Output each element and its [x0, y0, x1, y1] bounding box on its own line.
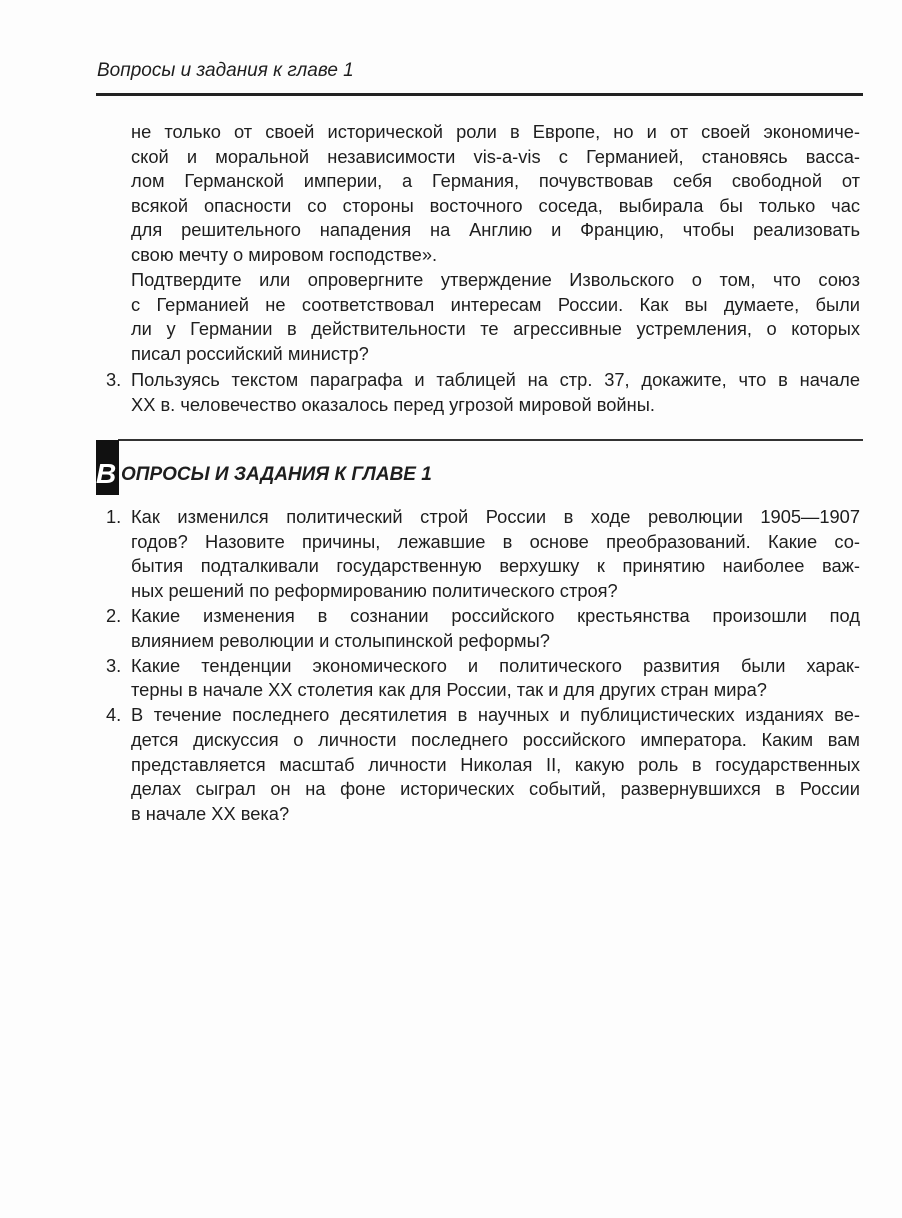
question-line: Какие тенденции экономического и политического развития были харак- — [131, 654, 860, 676]
header-rule — [96, 93, 863, 96]
question-line: бытия подталкивали государственную верхушку к принятию наиболее важ- — [131, 555, 860, 577]
list-number: 1. — [106, 506, 122, 527]
item-line: XX в. человечество оказалось перед угрозой мировой войны. — [131, 393, 655, 415]
item-line: Пользуясь текстом параграфа и таблицей на стр. 37, докажите, что в начале — [131, 369, 860, 390]
task-line: писал российский министр? — [131, 342, 369, 364]
question-line: влиянием революции и столыпинской реформы? — [131, 629, 550, 651]
question-line: представляется масштаб личности Николая II, какую роль в государственных — [131, 753, 860, 775]
question-line: в начале XX века? — [131, 802, 290, 824]
quote-line: для решительного нападения на Англию и Францию, чтобы реализовать — [131, 219, 860, 241]
question-line: В течение последнего десятилетия в научных и публицистических изданиях ве- — [131, 704, 860, 726]
list-number: 3. — [106, 369, 122, 390]
question-line: годов? Назовите причины, лежавшие в основе преобразований. Какие со- — [131, 530, 860, 552]
quote-line: ской и моральной независимости vis-a-vis с Германией, становясь васса- — [131, 145, 860, 167]
question-line: ных решений по реформированию политического строя? — [131, 579, 618, 601]
question-line: делах сыграл он на фоне исторических событий, развернувшихся в России — [131, 778, 860, 800]
quote-line: не только от своей исторической роли в Европе, но и от своей экономиче- — [131, 121, 860, 142]
section-rule — [118, 439, 863, 441]
running-header: Вопросы и задания к главе 1 — [97, 60, 354, 81]
task-line: с Германией не соответствовал интересам России. Как вы думаете, были — [131, 293, 860, 315]
task-line: ли у Германии в действительности те агрессивные устремления, о которых — [131, 318, 860, 340]
list-number: 4. — [106, 704, 122, 726]
task-line: Подтвердите или опровергните утверждение Извольского о том, что союз — [131, 269, 860, 290]
quote-line: всякой опасности со стороны восточного соседа, выбирала бы только час — [131, 194, 860, 216]
question-line: Какие изменения в сознании российского крестьянства произошли под — [131, 604, 860, 626]
list-number: 2. — [106, 604, 122, 626]
quote-line: свою мечту о мировом господстве». — [131, 244, 438, 265]
list-number: 3. — [106, 654, 122, 676]
question-line: Как изменился политический строй России в ходе революции 1905—1907 — [131, 506, 860, 527]
question-line: терны в начале XX столетия как для России, так и для других стран мира? — [131, 679, 767, 701]
heading-initial: В — [96, 458, 117, 489]
question-line: дется дискуссия о личности последнего российского императора. Каким вам — [131, 728, 860, 750]
quote-line: лом Германской империи, а Германия, почувствовав себя свободной от — [131, 170, 860, 192]
section-heading: ОПРОСЫ И ЗАДАНИЯ К ГЛАВЕ 1 — [121, 464, 432, 485]
